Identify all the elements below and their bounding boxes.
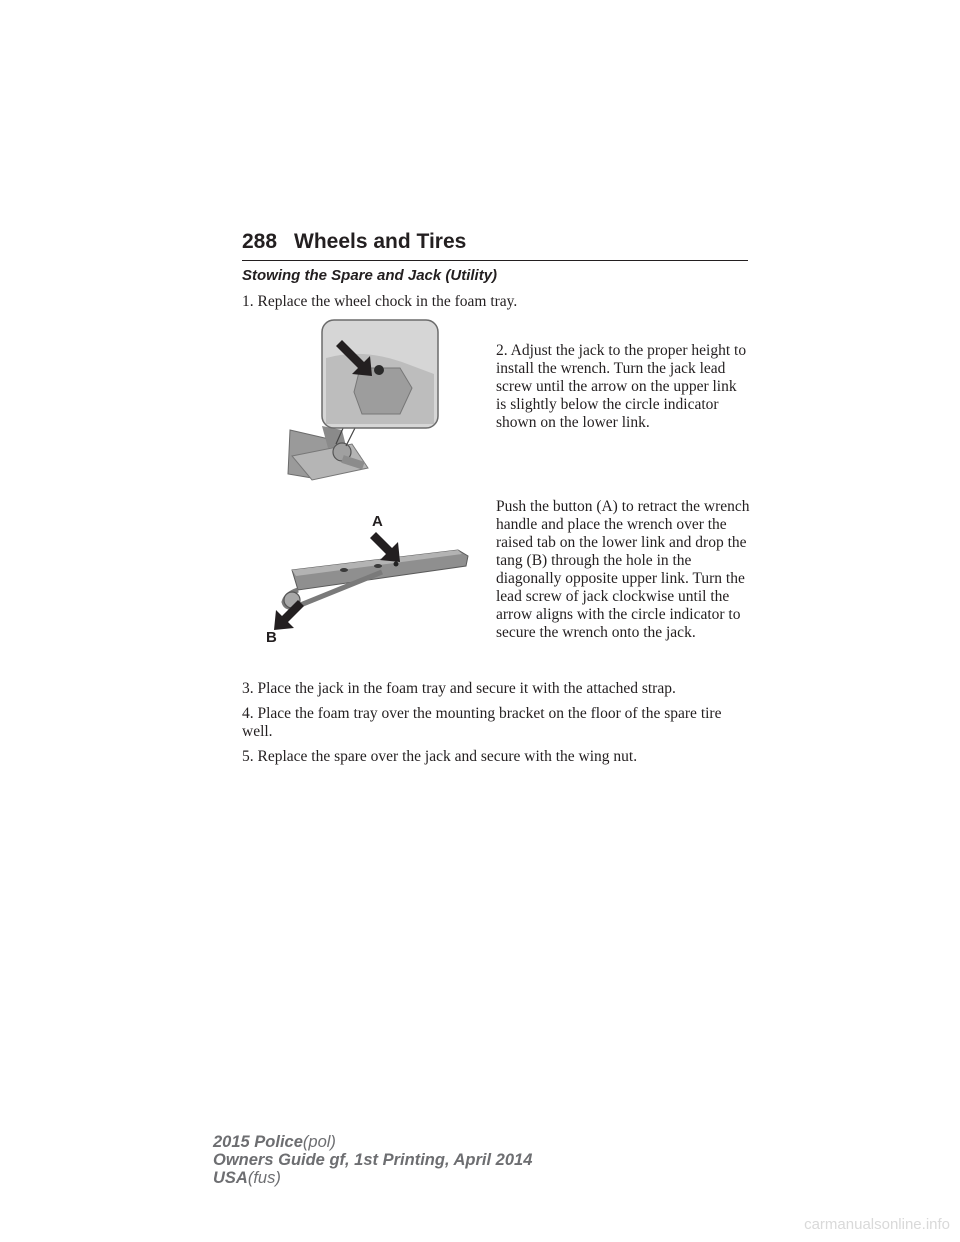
footer-line-2: Owners Guide gf, 1st Printing, April 2014 xyxy=(213,1151,533,1169)
step-1-text: 1. Replace the wheel chock in the foam tray. xyxy=(242,293,518,310)
footer-model-code: (pol) xyxy=(302,1133,336,1151)
footer-line-3 xyxy=(213,1169,532,1187)
push-button-text: Push the button (A) to retract the wrench handle and place the wrench over the raised tab on the lower link and drop the tang (B) through the hole in the diagonally opposite upper link. Turn the lead screw of jack clockwise until the arrow aligns with the circle indicator to secure the wrench onto the jack. xyxy=(496,498,750,641)
callout-a-label: A xyxy=(372,513,383,530)
footer xyxy=(213,1133,532,1187)
step-2-text: 2. Adjust the jack to the proper height to install the wrench. Turn the jack lead screw until the arrow on the upper link is slightly below the circle indicator shown on the lower link. xyxy=(496,342,747,431)
footer-line-1 xyxy=(213,1133,532,1151)
chapter-title: Wheels and Tires xyxy=(294,230,467,253)
page-header xyxy=(242,228,748,261)
step-4-text: 4. Place the foam tray over the mounting bracket on the floor of the spare tire well. xyxy=(242,705,722,740)
footer-region-code: (fus) xyxy=(247,1169,281,1187)
wrench-illustration xyxy=(262,510,482,645)
callout-b-label: B xyxy=(266,629,277,645)
footer-region: USA xyxy=(213,1169,248,1187)
footer-model: 2015 Police xyxy=(213,1133,303,1151)
step-3-text: 3. Place the jack in the foam tray and secure it with the attached strap. xyxy=(242,680,676,697)
step-5-text: 5. Replace the spare over the jack and secure with the wing nut. xyxy=(242,748,638,765)
jack-arrow-indicator-illustration xyxy=(282,318,442,484)
watermark: carmanualsonline.info xyxy=(804,1216,950,1233)
page-number: 288 xyxy=(242,230,278,253)
section-title: Stowing the Spare and Jack (Utility) xyxy=(242,267,498,284)
